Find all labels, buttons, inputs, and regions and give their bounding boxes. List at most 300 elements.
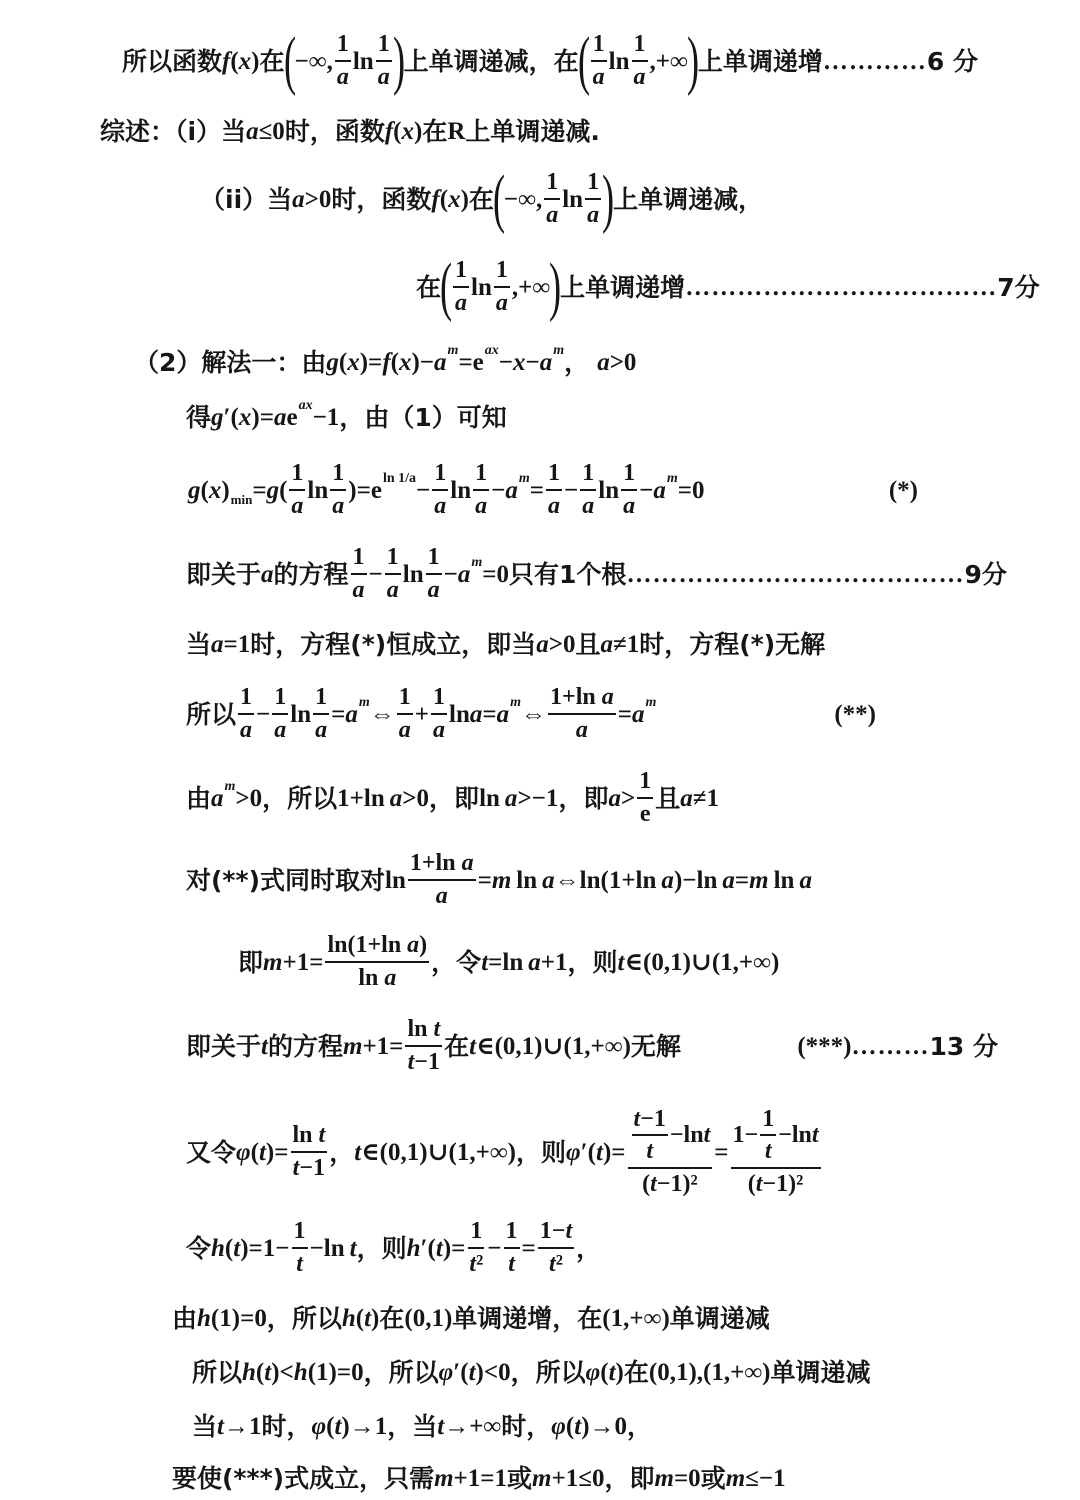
math: − xyxy=(639,476,654,504)
math: f xyxy=(222,47,231,75)
math: φ xyxy=(311,1412,327,1440)
text: 所以 xyxy=(186,699,237,729)
line-12 xyxy=(186,848,812,912)
math: ln xyxy=(511,866,538,894)
math: ) xyxy=(371,1304,380,1332)
math: x xyxy=(401,117,414,145)
math: )=e xyxy=(348,476,382,504)
math: h xyxy=(242,1358,256,1386)
math: m xyxy=(654,1464,674,1492)
math: >0 xyxy=(402,784,430,812)
text: 上单调递增 xyxy=(697,46,823,76)
text: 单调递减 xyxy=(669,1303,770,1333)
math: a xyxy=(653,476,666,504)
text: 由 xyxy=(172,1303,198,1333)
text: 在 xyxy=(468,184,494,214)
text: 在 xyxy=(259,46,285,76)
equation-tag: (**) xyxy=(834,700,876,728)
fraction: $\frac{1}{\text{t²}}$ xyxy=(469,1218,484,1277)
math: =ln xyxy=(488,948,524,976)
fraction: $\frac{1}{a}$ xyxy=(315,684,328,743)
math: −∞, xyxy=(294,47,333,75)
math: ln xyxy=(385,866,406,894)
math: ax xyxy=(484,343,499,358)
text: ，所以 xyxy=(510,1357,586,1387)
math: ) xyxy=(615,1358,624,1386)
math: m xyxy=(749,866,769,894)
text: 时，方程(*)无解 xyxy=(639,629,826,659)
text: 时， xyxy=(501,1411,552,1441)
text: ，当 xyxy=(387,1411,438,1441)
math: φ xyxy=(438,1358,454,1386)
text: 的方程 xyxy=(267,1031,343,1061)
line-11 xyxy=(186,766,719,830)
fraction: $\frac{1}{a}$ xyxy=(546,169,559,228)
fraction: $\frac{t-1}{t}$ −ln t (t−1)² xyxy=(628,1107,713,1197)
math: t xyxy=(258,1138,266,1166)
math: = xyxy=(529,476,545,504)
math: φ xyxy=(566,1138,581,1166)
fraction: $\frac{1}{a}$ xyxy=(386,544,399,603)
math: x xyxy=(208,476,222,504)
math: ⇔ln(1+ln xyxy=(554,866,657,894)
leader-dots: ………………………………… xyxy=(626,560,965,588)
text: 在 xyxy=(416,272,442,302)
line-20 xyxy=(172,1462,786,1494)
math: h xyxy=(293,1358,308,1386)
text: ， xyxy=(576,1233,602,1263)
text: 只有1个根 xyxy=(509,559,627,589)
math: ( xyxy=(279,476,288,504)
math: m xyxy=(471,555,483,570)
math: ( xyxy=(390,348,399,376)
math: ⇔ xyxy=(369,700,395,728)
math: x xyxy=(238,403,252,431)
math: g xyxy=(266,476,280,504)
math: ( xyxy=(565,1412,575,1440)
math: t xyxy=(364,1304,372,1332)
math: )= xyxy=(265,1138,289,1166)
math: ln xyxy=(562,185,584,213)
fraction: $\frac{1}{t}$ xyxy=(293,1218,306,1277)
line-1 xyxy=(122,24,978,97)
fraction: $\frac{1}{t}$ xyxy=(505,1218,518,1277)
math: ln xyxy=(290,700,312,728)
text: 时， xyxy=(261,1411,312,1441)
text: 由 xyxy=(186,783,212,813)
math: −∞, xyxy=(503,185,543,213)
line-9 xyxy=(186,628,825,660)
math: =0 xyxy=(673,1464,701,1492)
text: ，所以 xyxy=(363,1357,439,1387)
math: ′( xyxy=(223,403,239,431)
math: t xyxy=(468,1358,476,1386)
fraction: $\frac{1}{a}$ xyxy=(398,684,411,743)
text: 所以函数 xyxy=(122,46,223,76)
math: φ xyxy=(236,1138,251,1166)
text: 即关于 xyxy=(186,559,262,589)
fraction: $\frac{1}{a}$ xyxy=(633,31,646,90)
math: a xyxy=(537,866,555,894)
fraction: $\frac{1}{a}$ xyxy=(495,257,508,316)
math: = xyxy=(477,866,492,894)
math: − xyxy=(564,476,579,504)
math: min xyxy=(230,491,253,507)
fraction: $\frac{\text{1+ln a}}{a}$ xyxy=(409,850,474,909)
math: − xyxy=(416,476,431,504)
math: >0 xyxy=(235,784,263,812)
text: ， xyxy=(329,1137,355,1167)
math: −1 xyxy=(312,403,340,431)
math: t xyxy=(233,1234,241,1262)
math: )→0 xyxy=(581,1412,628,1440)
text: 在 xyxy=(422,116,448,146)
leader-dots: ……… xyxy=(851,1032,930,1060)
math: ( xyxy=(600,1358,609,1386)
text: ，则 xyxy=(356,1233,407,1263)
math: a xyxy=(680,784,693,812)
text: 上单调递减. xyxy=(465,116,600,146)
math: = xyxy=(482,700,497,728)
math: + xyxy=(414,700,430,728)
math: >−1 xyxy=(517,784,559,812)
math: h xyxy=(341,1304,356,1332)
fraction: $\frac{\text{ln t}}{t-1}$ xyxy=(407,1016,441,1075)
math: f xyxy=(384,117,394,145)
math: (1)=0 xyxy=(307,1358,364,1386)
math: m xyxy=(434,1464,454,1492)
math: φ xyxy=(551,1412,566,1440)
math: x xyxy=(347,348,360,376)
math: t xyxy=(435,1234,443,1262)
text: 或 xyxy=(507,1463,533,1493)
text: 在 xyxy=(379,1303,405,1333)
math: m xyxy=(553,343,565,358)
text: 时，函数 xyxy=(331,184,432,214)
text: ，即 xyxy=(604,1463,655,1493)
math: +1 xyxy=(540,948,568,976)
text: 单调递减 xyxy=(770,1357,871,1387)
math: ,+∞ xyxy=(511,273,551,301)
line-15 xyxy=(186,1104,823,1200)
text: 综述：（i）当 xyxy=(100,116,247,146)
math: ) xyxy=(460,185,469,213)
math: x xyxy=(398,348,412,376)
math: a xyxy=(600,630,613,658)
math: m xyxy=(518,471,530,486)
math: ⇔ xyxy=(521,700,547,728)
math: t xyxy=(264,1358,272,1386)
math: t xyxy=(344,1234,357,1262)
math: φ xyxy=(585,1358,601,1386)
line-16 xyxy=(186,1216,601,1280)
math: =0 xyxy=(677,476,705,504)
text: 的方程 xyxy=(273,559,349,589)
math: )<0 xyxy=(475,1358,511,1386)
math: a xyxy=(597,348,610,376)
math: m xyxy=(224,779,236,794)
text: 时，函数 xyxy=(284,116,385,146)
math: a xyxy=(469,700,483,728)
fraction: $\frac{\text{1+ln a}}{a}$ xyxy=(550,684,614,743)
math: >0 xyxy=(548,630,576,658)
math: ln 1/a xyxy=(382,471,417,486)
line-18 xyxy=(192,1356,871,1388)
math: ln xyxy=(352,47,374,75)
line-2 xyxy=(100,116,600,146)
line-4 xyxy=(416,250,1040,323)
math: t xyxy=(261,1032,268,1060)
math: f xyxy=(431,185,440,213)
math: )= xyxy=(602,1138,626,1166)
math: 1+ln xyxy=(337,784,385,812)
right-paren: ) xyxy=(549,250,562,323)
math: ln xyxy=(307,476,329,504)
math: − xyxy=(443,560,458,588)
math: +1= xyxy=(282,948,324,976)
math: m xyxy=(725,1464,746,1492)
score: 6 分 xyxy=(926,46,978,76)
fraction: $\frac{\text{ln(1+ln a)}}{\text{ln a}}$ xyxy=(327,932,428,991)
math: +1=1 xyxy=(453,1464,508,1492)
fraction: $\frac{1}{a}$ xyxy=(582,460,595,519)
left-paren: ( xyxy=(492,162,505,235)
math: ( xyxy=(230,47,239,75)
math: →1 xyxy=(223,1412,262,1440)
math: ≠1 xyxy=(612,630,640,658)
math: a xyxy=(539,348,553,376)
equation-tag: (***) xyxy=(797,1032,852,1060)
math: m xyxy=(491,866,512,894)
math: a xyxy=(384,784,403,812)
fraction: $\frac{1}{a}$ xyxy=(240,684,253,743)
text: ， xyxy=(564,347,590,377)
fraction: $\frac{1}{a}$ xyxy=(291,460,304,519)
math: t xyxy=(354,1138,362,1166)
math: ∈(0,1)∪(1,+∞) xyxy=(476,1032,631,1060)
math: a xyxy=(631,700,645,728)
fraction: $\frac{1}{a}$ xyxy=(434,460,447,519)
math: ( xyxy=(338,348,348,376)
math: ( xyxy=(250,1138,259,1166)
fraction: $\frac{1}{a}$ xyxy=(427,544,440,603)
math: (0,1),(1,+∞) xyxy=(648,1358,771,1386)
math: − xyxy=(368,560,383,588)
math: ( xyxy=(439,185,449,213)
leader-dots: ……………………………… xyxy=(685,273,998,301)
math: ( xyxy=(200,476,209,504)
left-paren: ( xyxy=(283,24,296,97)
math: a xyxy=(608,784,621,812)
line-17 xyxy=(172,1302,770,1334)
math: h xyxy=(406,1234,421,1262)
text: 当 xyxy=(186,629,212,659)
text: 令 xyxy=(186,1233,212,1263)
math: ( xyxy=(355,1304,365,1332)
math: ′( xyxy=(453,1358,469,1386)
math: t xyxy=(334,1412,342,1440)
math: − xyxy=(487,1234,502,1262)
math: t xyxy=(608,1358,616,1386)
math: = xyxy=(331,700,346,728)
math: >0 xyxy=(609,348,637,376)
math: − xyxy=(491,476,506,504)
text: ，由（1）可知 xyxy=(339,402,507,432)
right-paren: ) xyxy=(686,24,699,97)
math: = xyxy=(734,866,750,894)
math: ) xyxy=(413,117,423,145)
math: )= xyxy=(251,403,274,431)
right-paren: ) xyxy=(392,24,405,97)
math: a xyxy=(292,185,305,213)
text: 无解 xyxy=(630,1031,681,1061)
math: ∈(0,1)∪(1,+∞) xyxy=(624,948,780,976)
math: a xyxy=(345,700,358,728)
math: →+∞ xyxy=(444,1412,502,1440)
math: ) xyxy=(221,476,230,504)
math: m xyxy=(342,1032,363,1060)
text: ，则 xyxy=(515,1137,566,1167)
math: t xyxy=(481,948,489,976)
line-19 xyxy=(192,1410,652,1442)
math: )−ln xyxy=(673,866,718,894)
math: h xyxy=(211,1234,225,1262)
math: x xyxy=(238,47,252,75)
fraction: $\frac{1}{a}$ xyxy=(274,684,287,743)
math: t xyxy=(574,1412,582,1440)
text: ，则 xyxy=(567,947,618,977)
leader-dots: ………… xyxy=(822,47,927,75)
math: ln xyxy=(471,273,492,301)
math: ln xyxy=(402,560,424,588)
line-5 xyxy=(134,343,637,378)
text: ，即 xyxy=(429,783,480,813)
line-10 xyxy=(186,682,876,746)
text: 时，方程(*)恒成立，即当 xyxy=(250,629,537,659)
math: )< xyxy=(271,1358,294,1386)
left-paren: ( xyxy=(577,24,590,97)
math: a xyxy=(211,630,224,658)
math: x xyxy=(513,348,526,376)
math: ) xyxy=(251,47,260,75)
math: m xyxy=(666,471,678,486)
fraction: $\frac{1-t}{\text{t²}}$ xyxy=(539,1218,573,1277)
math: a xyxy=(505,476,518,504)
text: 在 xyxy=(623,1357,649,1387)
math: ,+∞ xyxy=(649,47,688,75)
fraction: $\frac{1}{a}$ xyxy=(592,31,605,90)
fraction: $\frac{1}{a}$ xyxy=(352,544,365,603)
math: ln xyxy=(449,700,470,728)
math: = xyxy=(252,476,267,504)
math: g xyxy=(211,403,224,431)
math: a xyxy=(794,866,812,894)
math: h xyxy=(197,1304,211,1332)
math: (1,+∞) xyxy=(602,1304,670,1332)
math: ( xyxy=(326,1412,335,1440)
text: 且 xyxy=(655,783,681,813)
math: m xyxy=(263,948,283,976)
score: 7分 xyxy=(997,272,1040,302)
math: ln xyxy=(598,476,620,504)
math: e xyxy=(286,403,298,431)
math: a xyxy=(273,403,287,431)
math: R xyxy=(447,117,466,145)
text: 上单调递减，在 xyxy=(403,46,579,76)
math: ( xyxy=(224,1234,234,1262)
text: （2）解法一：由 xyxy=(134,347,327,377)
fraction: $\frac{1}{a}$ xyxy=(548,460,561,519)
math: a xyxy=(211,784,224,812)
math: m xyxy=(532,1464,552,1492)
math: >0 xyxy=(304,185,332,213)
score: 9分 xyxy=(964,559,1007,589)
text: ，令 xyxy=(431,947,482,977)
math: > xyxy=(620,784,636,812)
math: +1≤0 xyxy=(551,1464,605,1492)
fraction: $\frac{1}{a}$ xyxy=(475,460,488,519)
math: )= xyxy=(442,1234,466,1262)
fraction: $\frac{1}{a}$ xyxy=(455,257,467,316)
fraction: 1− $\frac{1}{t}$ −ln t (t−1)² xyxy=(732,1106,819,1197)
math: ln xyxy=(479,784,500,812)
text: 即关于 xyxy=(186,1031,262,1061)
text: 所以 xyxy=(192,1357,243,1387)
line-13 xyxy=(238,930,779,994)
text: 且 xyxy=(575,629,601,659)
math: = xyxy=(617,700,632,728)
fraction: $\frac{1}{a}$ xyxy=(623,460,636,519)
math: +1= xyxy=(362,1032,404,1060)
fraction: $\frac{1}{e}$ xyxy=(639,768,652,827)
math: )− xyxy=(411,348,435,376)
text: 单调递增，在 xyxy=(452,1303,603,1333)
math: )→1 xyxy=(341,1412,388,1440)
math: m xyxy=(447,343,459,358)
math: )=1− xyxy=(240,1234,290,1262)
math: m xyxy=(645,695,657,710)
text: ，所以 xyxy=(262,783,338,813)
math: ≤−1 xyxy=(745,1464,786,1492)
fraction: $\frac{1}{a}$ xyxy=(587,169,600,228)
math: a xyxy=(523,948,541,976)
line-6 xyxy=(186,398,507,433)
score: 13 分 xyxy=(929,1031,998,1061)
math: ( xyxy=(255,1358,265,1386)
text: ， xyxy=(627,1411,653,1441)
line-7 xyxy=(188,458,918,522)
math: ln xyxy=(450,476,472,504)
math: a xyxy=(499,784,518,812)
math: f xyxy=(382,348,391,376)
math: t xyxy=(217,1412,224,1440)
text: 在 xyxy=(444,1031,470,1061)
math: (0,1) xyxy=(404,1304,453,1332)
math: a xyxy=(246,117,259,145)
text: （ii）当 xyxy=(200,184,293,214)
text: ，所以 xyxy=(266,1303,342,1333)
math: − xyxy=(256,700,271,728)
text: 对(**)式同时取对 xyxy=(186,865,385,895)
math: ∈(0,1)∪(1,+∞) xyxy=(361,1138,516,1166)
math: t xyxy=(437,1412,445,1440)
math: ′( xyxy=(420,1234,436,1262)
line-3 xyxy=(200,162,764,235)
text: 上单调递减， xyxy=(613,184,764,214)
math: a xyxy=(261,560,274,588)
math: m xyxy=(358,695,370,710)
text: 得 xyxy=(186,402,212,432)
